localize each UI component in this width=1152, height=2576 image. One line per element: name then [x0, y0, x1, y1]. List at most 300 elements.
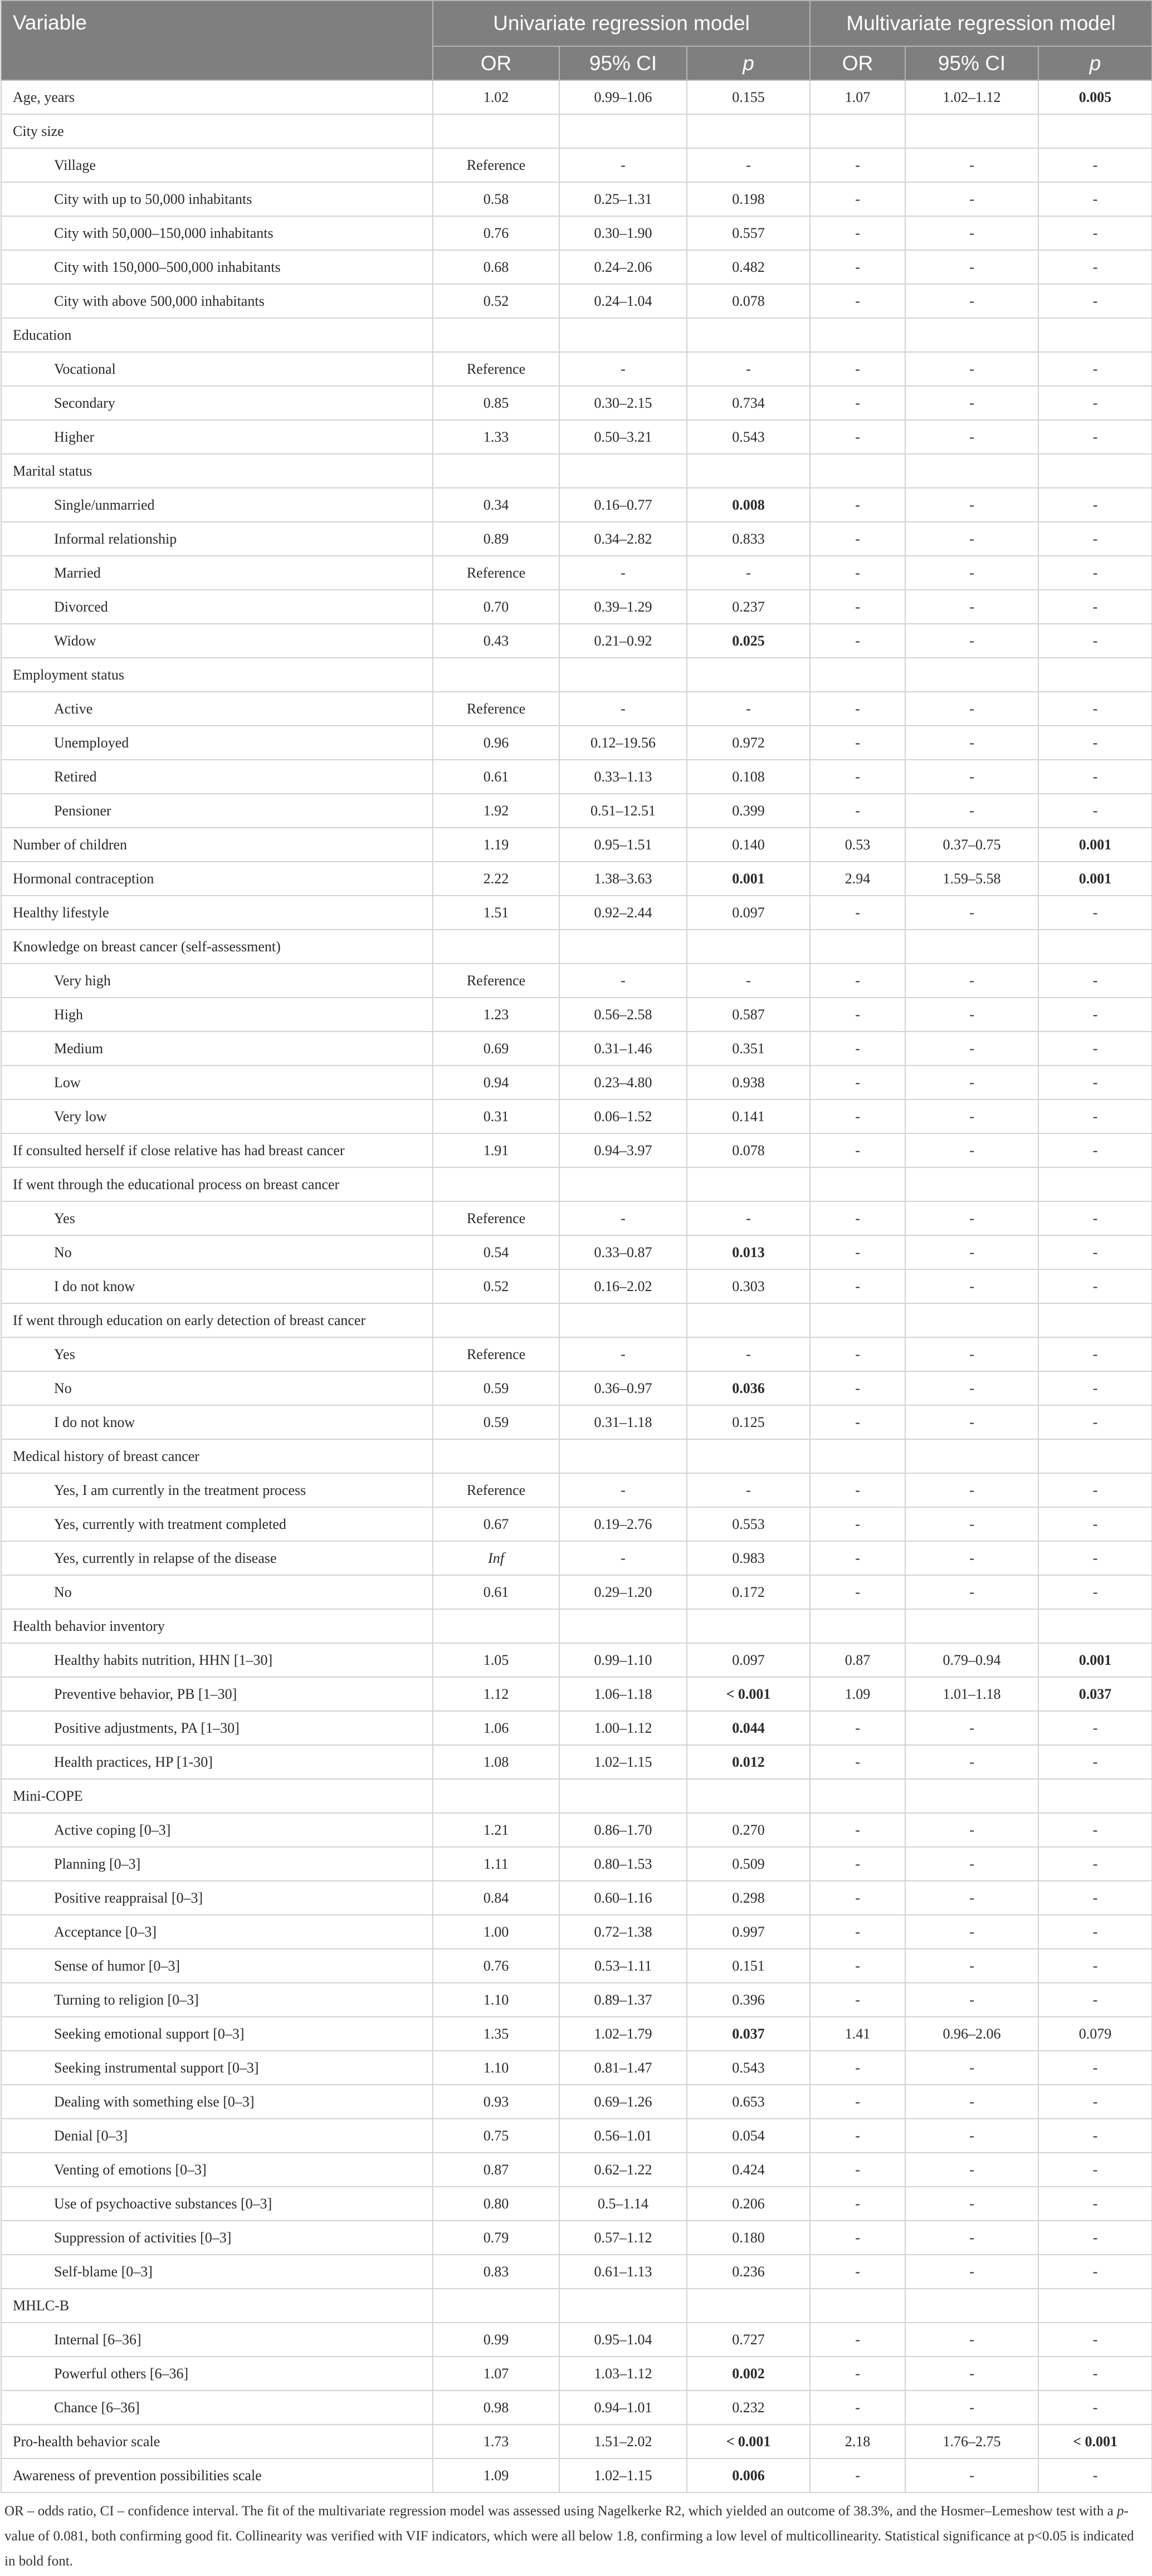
- ci-multivariate-cell: -: [905, 148, 1038, 182]
- or-multivariate-cell: -: [810, 182, 905, 216]
- empty-cell: [810, 454, 905, 488]
- empty-cell: [905, 658, 1038, 692]
- ci-multivariate-cell: -: [905, 522, 1038, 556]
- variable-cell: Vocational: [1, 352, 433, 386]
- group-label: Medical history of breast cancer: [1, 1439, 433, 1473]
- p-univariate-cell: -: [687, 352, 810, 386]
- p-univariate-cell: -: [687, 692, 810, 726]
- or-univariate-cell: 0.69: [433, 1032, 559, 1065]
- p-multivariate-cell: 0.001: [1038, 862, 1152, 896]
- table-row: [1, 828, 1152, 862]
- ci-multivariate-cell: -: [905, 1949, 1038, 1983]
- p-multivariate-cell: -: [1038, 216, 1152, 250]
- or-univariate-cell: 1.33: [433, 420, 559, 454]
- ci-univariate-cell: 0.56–2.58: [559, 998, 687, 1032]
- p-multivariate-cell: 0.001: [1038, 1643, 1152, 1677]
- ci-multivariate-cell: -: [905, 2458, 1038, 2492]
- or-univariate-cell: 1.12: [433, 1677, 559, 1711]
- table-row: [1, 488, 1152, 522]
- p-multivariate-cell: -: [1038, 1575, 1152, 1609]
- p-univariate-cell: 0.997: [687, 1915, 810, 1949]
- p-univariate-cell: 0.543: [687, 420, 810, 454]
- p-univariate-cell: 0.236: [687, 2255, 810, 2289]
- variable-cell: Divorced: [1, 590, 433, 624]
- ci-univariate-cell: 0.33–1.13: [559, 760, 687, 794]
- ci-multivariate-cell: -: [905, 1269, 1038, 1303]
- table-row: [1, 148, 1152, 182]
- or-univariate-cell: 0.59: [433, 1405, 559, 1439]
- variable-cell: Pensioner: [1, 794, 433, 828]
- p-univariate-cell: 0.001: [687, 862, 810, 896]
- ci-univariate-cell: 0.16–0.77: [559, 488, 687, 522]
- ci-multivariate-cell: -: [905, 1337, 1038, 1371]
- or-univariate-cell: 0.54: [433, 1235, 559, 1269]
- p-univariate-cell: 0.298: [687, 1881, 810, 1915]
- or-multivariate-cell: -: [810, 2187, 905, 2221]
- header-multivariate-model: Multivariate regression model: [810, 1, 1152, 46]
- or-multivariate-cell: -: [810, 1711, 905, 1745]
- ci-multivariate-cell: -: [905, 2051, 1038, 2085]
- p-multivariate-cell: -: [1038, 896, 1152, 930]
- empty-cell: [687, 658, 810, 692]
- ci-univariate-cell: 0.94–1.01: [559, 2391, 687, 2425]
- table-row: [1, 1881, 1152, 1915]
- empty-cell: [559, 1609, 687, 1643]
- p-multivariate-cell: -: [1038, 1065, 1152, 1099]
- p-multivariate-cell: -: [1038, 250, 1152, 284]
- p-multivariate-cell: -: [1038, 1405, 1152, 1439]
- p-multivariate-cell: -: [1038, 1711, 1152, 1745]
- or-univariate-cell: 0.94: [433, 1065, 559, 1099]
- p-univariate-cell: -: [687, 556, 810, 590]
- empty-cell: [687, 1167, 810, 1201]
- footnote-p-symbol: p: [1116, 2504, 1124, 2519]
- variable-cell: Healthy lifestyle: [1, 896, 433, 930]
- or-univariate-cell: Reference: [433, 1201, 559, 1235]
- ci-univariate-cell: 0.12–19.56: [559, 726, 687, 760]
- p-univariate-cell: 0.002: [687, 2357, 810, 2391]
- or-univariate-cell: 1.92: [433, 794, 559, 828]
- or-univariate-cell: 1.51: [433, 896, 559, 930]
- p-multivariate-cell: -: [1038, 760, 1152, 794]
- p-univariate-cell: 0.727: [687, 2323, 810, 2357]
- table-row: [1, 1847, 1152, 1881]
- ci-multivariate-cell: -: [905, 624, 1038, 658]
- table-row: [1, 1507, 1152, 1541]
- table-row: [1, 794, 1152, 828]
- or-univariate-cell: 0.43: [433, 624, 559, 658]
- or-univariate-cell: 0.58: [433, 182, 559, 216]
- p-univariate-cell: 0.078: [687, 1133, 810, 1167]
- p-multivariate-cell: -: [1038, 1847, 1152, 1881]
- empty-cell: [433, 318, 559, 352]
- table-row: [1, 352, 1152, 386]
- group-label: MHLC-B: [1, 2289, 433, 2323]
- p-univariate-cell: 0.140: [687, 828, 810, 862]
- p-multivariate-cell: -: [1038, 182, 1152, 216]
- group-label: Knowledge on breast cancer (self-assessment): [1, 930, 433, 964]
- p-multivariate-cell: -: [1038, 1032, 1152, 1065]
- empty-cell: [1038, 454, 1152, 488]
- empty-cell: [433, 1439, 559, 1473]
- variable-cell: Suppression of activities [0–3]: [1, 2221, 433, 2255]
- empty-cell: [810, 318, 905, 352]
- table-row: [1, 1269, 1152, 1303]
- or-univariate-cell: 0.96: [433, 726, 559, 760]
- empty-cell: [559, 2289, 687, 2323]
- ci-univariate-cell: 0.56–1.01: [559, 2119, 687, 2153]
- group-label: Mini-COPE: [1, 1779, 433, 1813]
- empty-cell: [559, 1779, 687, 1813]
- empty-cell: [810, 658, 905, 692]
- or-univariate-cell: 1.23: [433, 998, 559, 1032]
- empty-cell: [559, 1439, 687, 1473]
- p-multivariate-cell: -: [1038, 964, 1152, 998]
- ci-univariate-cell: 0.50–3.21: [559, 420, 687, 454]
- or-multivariate-cell: -: [810, 1099, 905, 1133]
- p-univariate-cell: 0.232: [687, 2391, 810, 2425]
- or-univariate-cell: 1.35: [433, 2017, 559, 2051]
- p-univariate-cell: 0.172: [687, 1575, 810, 1609]
- p-multivariate-cell: -: [1038, 1269, 1152, 1303]
- empty-cell: [1038, 1439, 1152, 1473]
- p-univariate-cell: 0.206: [687, 2187, 810, 2221]
- p-multivariate-cell: -: [1038, 998, 1152, 1032]
- p-univariate-cell: 0.972: [687, 726, 810, 760]
- footnote-text: OR – odds ratio, CI – confidence interval. The fit of the multivariate regression model was assessed using Nagelkerke R2, which yielded an outcome of 38.3%, and the Hosmer–Lemeshow test with a: [4, 2504, 1117, 2519]
- or-univariate-cell: 0.59: [433, 1371, 559, 1405]
- ci-multivariate-cell: -: [905, 1881, 1038, 1915]
- table-row: [1, 1677, 1152, 1711]
- empty-cell: [1038, 1167, 1152, 1201]
- empty-cell: [810, 1779, 905, 1813]
- p-univariate-cell: 0.482: [687, 250, 810, 284]
- group-row: [1, 930, 1152, 964]
- p-multivariate-cell: -: [1038, 2187, 1152, 2221]
- p-multivariate-cell: -: [1038, 522, 1152, 556]
- group-row: [1, 318, 1152, 352]
- ci-multivariate-cell: -: [905, 216, 1038, 250]
- table-row: [1, 1575, 1152, 1609]
- or-multivariate-cell: 2.94: [810, 862, 905, 896]
- or-multivariate-cell: -: [810, 998, 905, 1032]
- variable-cell: I do not know: [1, 1405, 433, 1439]
- ci-univariate-cell: 0.30–2.15: [559, 386, 687, 420]
- empty-cell: [810, 2289, 905, 2323]
- p-univariate-cell: -: [687, 148, 810, 182]
- table-row: [1, 284, 1152, 318]
- ci-multivariate-cell: -: [905, 1371, 1038, 1405]
- p-multivariate-cell: -: [1038, 488, 1152, 522]
- p-univariate-cell: 0.151: [687, 1949, 810, 1983]
- empty-cell: [1038, 114, 1152, 148]
- empty-cell: [1038, 930, 1152, 964]
- variable-cell: Yes: [1, 1337, 433, 1371]
- ci-univariate-cell: 0.92–2.44: [559, 896, 687, 930]
- ci-univariate-cell: 0.69–1.26: [559, 2085, 687, 2119]
- ci-univariate-cell: -: [559, 1337, 687, 1371]
- table-row: [1, 1745, 1152, 1779]
- or-multivariate-cell: -: [810, 2085, 905, 2119]
- table-row: [1, 1813, 1152, 1847]
- variable-cell: Healthy habits nutrition, HHN [1–30]: [1, 1643, 433, 1677]
- p-multivariate-cell: 0.005: [1038, 80, 1152, 114]
- table-row: [1, 896, 1152, 930]
- table-row: [1, 2119, 1152, 2153]
- or-univariate-cell: 0.99: [433, 2323, 559, 2357]
- ci-multivariate-cell: -: [905, 284, 1038, 318]
- empty-cell: [905, 1167, 1038, 1201]
- ci-multivariate-cell: 1.01–1.18: [905, 1677, 1038, 1711]
- table-row: [1, 1065, 1152, 1099]
- ci-univariate-cell: 0.23–4.80: [559, 1065, 687, 1099]
- variable-cell: Village: [1, 148, 433, 182]
- or-multivariate-cell: 1.41: [810, 2017, 905, 2051]
- group-row: [1, 114, 1152, 148]
- table-row: [1, 2221, 1152, 2255]
- table-row: [1, 2255, 1152, 2289]
- p-univariate-cell: 0.553: [687, 1507, 810, 1541]
- or-univariate-cell: 0.34: [433, 488, 559, 522]
- ci-multivariate-cell: -: [905, 182, 1038, 216]
- p-univariate-cell: 0.424: [687, 2153, 810, 2187]
- empty-cell: [433, 454, 559, 488]
- empty-cell: [559, 1167, 687, 1201]
- or-univariate-cell: 0.31: [433, 1099, 559, 1133]
- or-multivariate-cell: -: [810, 1983, 905, 2017]
- or-univariate-cell: 0.98: [433, 2391, 559, 2425]
- or-multivariate-cell: -: [810, 420, 905, 454]
- or-multivariate-cell: -: [810, 1915, 905, 1949]
- empty-cell: [810, 1167, 905, 1201]
- group-label: Education: [1, 318, 433, 352]
- p-multivariate-cell: 0.037: [1038, 1677, 1152, 1711]
- empty-cell: [1038, 1303, 1152, 1337]
- empty-cell: [905, 1439, 1038, 1473]
- p-multivariate-cell: -: [1038, 726, 1152, 760]
- variable-cell: Yes: [1, 1201, 433, 1235]
- table-row: [1, 726, 1152, 760]
- empty-cell: [687, 1779, 810, 1813]
- ci-univariate-cell: 0.36–0.97: [559, 1371, 687, 1405]
- or-multivariate-cell: -: [810, 1847, 905, 1881]
- ci-multivariate-cell: -: [905, 1405, 1038, 1439]
- or-multivariate-cell: -: [810, 2391, 905, 2425]
- empty-cell: [810, 114, 905, 148]
- ci-multivariate-cell: -: [905, 2391, 1038, 2425]
- or-univariate-cell: Reference: [433, 556, 559, 590]
- empty-cell: [559, 658, 687, 692]
- or-multivariate-cell: -: [810, 250, 905, 284]
- empty-cell: [1038, 318, 1152, 352]
- p-univariate-cell: < 0.001: [687, 1677, 810, 1711]
- variable-cell: Very low: [1, 1099, 433, 1133]
- or-multivariate-cell: -: [810, 2357, 905, 2391]
- p-multivariate-cell: -: [1038, 420, 1152, 454]
- group-row: [1, 1779, 1152, 1813]
- empty-cell: [905, 1303, 1038, 1337]
- empty-cell: [687, 1303, 810, 1337]
- ci-multivariate-cell: 1.76–2.75: [905, 2425, 1038, 2458]
- empty-cell: [687, 1609, 810, 1643]
- variable-cell: Chance [6–36]: [1, 2391, 433, 2425]
- table-row: [1, 2085, 1152, 2119]
- p-univariate-cell: 0.983: [687, 1541, 810, 1575]
- p-multivariate-cell: -: [1038, 590, 1152, 624]
- ci-multivariate-cell: -: [905, 2221, 1038, 2255]
- or-univariate-cell: Reference: [433, 692, 559, 726]
- ci-multivariate-cell: -: [905, 352, 1038, 386]
- table-body: [1, 80, 1152, 2492]
- or-univariate-cell: 0.85: [433, 386, 559, 420]
- or-multivariate-cell: -: [810, 2153, 905, 2187]
- p-multivariate-cell: -: [1038, 2458, 1152, 2492]
- or-univariate-cell: 0.75: [433, 2119, 559, 2153]
- table-row: [1, 2391, 1152, 2425]
- variable-cell: Acceptance [0–3]: [1, 1915, 433, 1949]
- table-row: [1, 2153, 1152, 2187]
- ci-multivariate-cell: 1.59–5.58: [905, 862, 1038, 896]
- ci-univariate-cell: -: [559, 352, 687, 386]
- p-univariate-cell: 0.396: [687, 1983, 810, 2017]
- group-label: If went through education on early detection of breast cancer: [1, 1303, 433, 1337]
- variable-cell: No: [1, 1371, 433, 1405]
- or-univariate-cell: 0.87: [433, 2153, 559, 2187]
- or-multivariate-cell: -: [810, 2221, 905, 2255]
- or-univariate-cell: Reference: [433, 1473, 559, 1507]
- or-multivariate-cell: -: [810, 1575, 905, 1609]
- group-row: [1, 1609, 1152, 1643]
- or-univariate-cell: 0.61: [433, 760, 559, 794]
- empty-cell: [559, 318, 687, 352]
- ci-multivariate-cell: -: [905, 1099, 1038, 1133]
- variable-cell: Preventive behavior, PB [1–30]: [1, 1677, 433, 1711]
- ci-multivariate-cell: -: [905, 2255, 1038, 2289]
- p-multivariate-cell: -: [1038, 2221, 1152, 2255]
- variable-cell: Low: [1, 1065, 433, 1099]
- group-label: City size: [1, 114, 433, 148]
- variable-cell: I do not know: [1, 1269, 433, 1303]
- or-univariate-cell: 1.00: [433, 1915, 559, 1949]
- ci-univariate-cell: 0.53–1.11: [559, 1949, 687, 1983]
- or-multivariate-cell: -: [810, 556, 905, 590]
- variable-cell: Yes, I am currently in the treatment process: [1, 1473, 433, 1507]
- variable-cell: Health practices, HP [1-30]: [1, 1745, 433, 1779]
- p-multivariate-cell: -: [1038, 2255, 1152, 2289]
- variable-cell: Retired: [1, 760, 433, 794]
- ci-multivariate-cell: -: [905, 386, 1038, 420]
- variable-cell: Seeking instrumental support [0–3]: [1, 2051, 433, 2085]
- or-multivariate-cell: -: [810, 488, 905, 522]
- table-row: [1, 2425, 1152, 2458]
- p-multivariate-cell: -: [1038, 1337, 1152, 1371]
- table-row: [1, 1133, 1152, 1167]
- p-univariate-cell: 0.833: [687, 522, 810, 556]
- or-univariate-cell: 1.19: [433, 828, 559, 862]
- empty-cell: [687, 318, 810, 352]
- p-univariate-cell: 0.097: [687, 896, 810, 930]
- p-multivariate-cell: -: [1038, 794, 1152, 828]
- empty-cell: [687, 2289, 810, 2323]
- variable-cell: City with 50,000–150,000 inhabitants: [1, 216, 433, 250]
- p-multivariate-cell: -: [1038, 1099, 1152, 1133]
- p-univariate-cell: 0.025: [687, 624, 810, 658]
- ci-multivariate-cell: -: [905, 2153, 1038, 2187]
- ci-univariate-cell: 0.81–1.47: [559, 2051, 687, 2085]
- variable-cell: Very high: [1, 964, 433, 998]
- table-row: [1, 80, 1152, 114]
- ci-univariate-cell: 0.19–2.76: [559, 1507, 687, 1541]
- ci-multivariate-cell: -: [905, 760, 1038, 794]
- ci-univariate-cell: 1.03–1.12: [559, 2357, 687, 2391]
- p-multivariate-cell: -: [1038, 1745, 1152, 1779]
- ci-univariate-cell: 0.62–1.22: [559, 2153, 687, 2187]
- or-multivariate-cell: 0.53: [810, 828, 905, 862]
- variable-cell: Dealing with something else [0–3]: [1, 2085, 433, 2119]
- table-row: [1, 1235, 1152, 1269]
- p-univariate-cell: -: [687, 1337, 810, 1371]
- or-univariate-cell: 0.84: [433, 1881, 559, 1915]
- empty-cell: [810, 1609, 905, 1643]
- or-univariate-cell: 0.93: [433, 2085, 559, 2119]
- or-multivariate-cell: -: [810, 2051, 905, 2085]
- p-univariate-cell: 0.008: [687, 488, 810, 522]
- or-univariate-cell: 0.76: [433, 216, 559, 250]
- variable-cell: Internal [6–36]: [1, 2323, 433, 2357]
- ci-univariate-cell: 0.39–1.29: [559, 590, 687, 624]
- p-multivariate-cell: -: [1038, 2391, 1152, 2425]
- ci-univariate-cell: 0.16–2.02: [559, 1269, 687, 1303]
- group-row: [1, 1439, 1152, 1473]
- p-univariate-cell: 0.303: [687, 1269, 810, 1303]
- variable-cell: Active coping [0–3]: [1, 1813, 433, 1847]
- p-multivariate-cell: -: [1038, 624, 1152, 658]
- or-multivariate-cell: -: [810, 692, 905, 726]
- header-univariate-model: Univariate regression model: [433, 1, 810, 46]
- ci-univariate-cell: 1.06–1.18: [559, 1677, 687, 1711]
- ci-univariate-cell: 0.5–1.14: [559, 2187, 687, 2221]
- empty-cell: [687, 114, 810, 148]
- p-univariate-cell: 0.012: [687, 1745, 810, 1779]
- or-univariate-cell: Reference: [433, 352, 559, 386]
- ci-multivariate-cell: -: [905, 1915, 1038, 1949]
- variable-cell: Unemployed: [1, 726, 433, 760]
- ci-univariate-cell: 0.21–0.92: [559, 624, 687, 658]
- ci-multivariate-cell: -: [905, 2323, 1038, 2357]
- p-univariate-cell: 0.543: [687, 2051, 810, 2085]
- ci-univariate-cell: 0.86–1.70: [559, 1813, 687, 1847]
- ci-univariate-cell: 0.94–3.97: [559, 1133, 687, 1167]
- ci-multivariate-cell: -: [905, 2119, 1038, 2153]
- ci-univariate-cell: 0.72–1.38: [559, 1915, 687, 1949]
- table-row: [1, 760, 1152, 794]
- variable-cell: Awareness of prevention possibilities scale: [1, 2458, 433, 2492]
- p-univariate-cell: -: [687, 1473, 810, 1507]
- ci-univariate-cell: 0.24–2.06: [559, 250, 687, 284]
- ci-multivariate-cell: -: [905, 1201, 1038, 1235]
- or-univariate-cell: 1.02: [433, 80, 559, 114]
- or-multivariate-cell: -: [810, 590, 905, 624]
- p-multivariate-cell: -: [1038, 352, 1152, 386]
- or-univariate-cell: 1.09: [433, 2458, 559, 2492]
- ci-univariate-cell: 0.99–1.06: [559, 80, 687, 114]
- table-row: [1, 1371, 1152, 1405]
- table-row: [1, 1643, 1152, 1677]
- p-multivariate-cell: -: [1038, 2085, 1152, 2119]
- or-multivariate-cell: -: [810, 1235, 905, 1269]
- or-univariate-cell: 1.10: [433, 2051, 559, 2085]
- ci-univariate-cell: 0.89–1.37: [559, 1983, 687, 2017]
